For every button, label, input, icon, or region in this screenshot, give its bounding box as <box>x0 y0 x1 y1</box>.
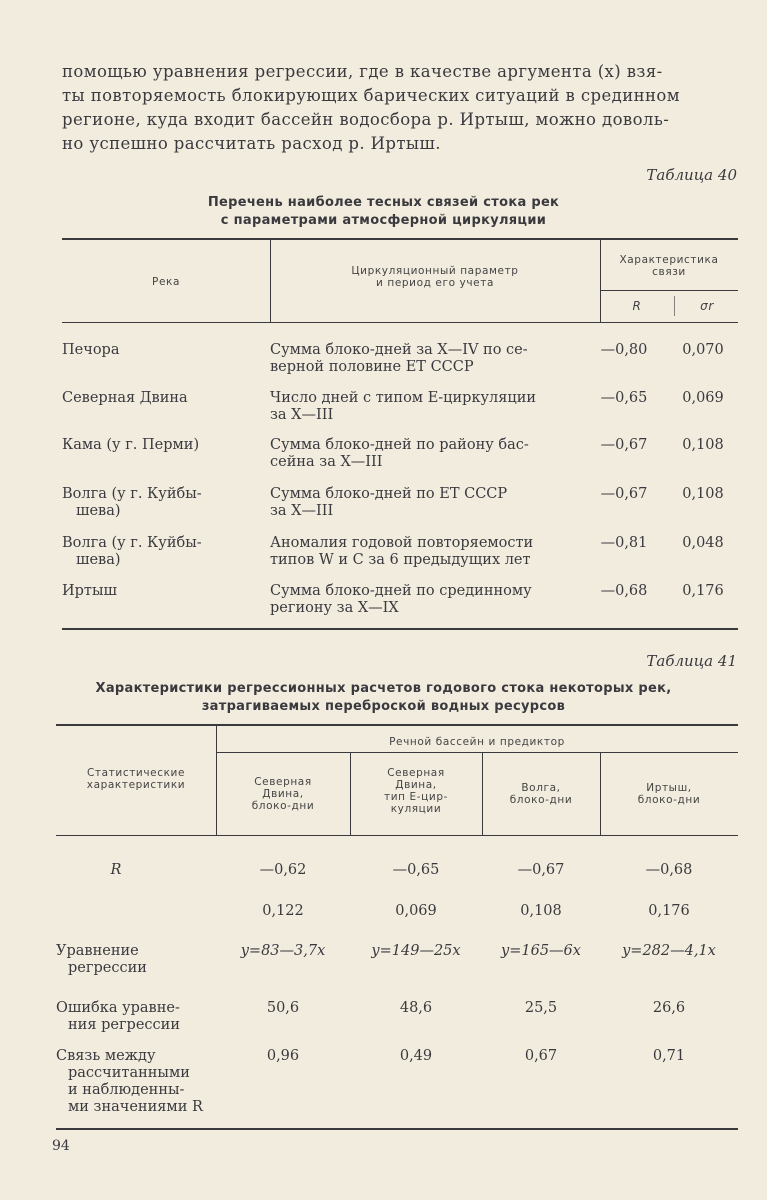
header-text: Северная <box>254 776 312 788</box>
param-line: верной половине ЕТ СССР <box>270 359 474 375</box>
table41-value-cell: —0,62 <box>259 862 307 878</box>
table41-header-col <box>350 767 482 815</box>
table41-value-cell: —0,68 <box>645 862 693 878</box>
row-label-line: Связь между <box>56 1048 156 1064</box>
header-text: блоко-дни <box>509 794 573 806</box>
table40-param-cell <box>270 437 570 471</box>
table41-value-cell: 50,6 <box>266 1000 300 1016</box>
paragraph-line: регионе, куда входит бассейн водосбора р. Иртыш, можно доволь- <box>62 110 670 129</box>
param-line: за X—III <box>270 503 334 519</box>
table41-header-rule <box>56 835 738 836</box>
table40-sigma-value: 0,070 <box>682 342 724 358</box>
table40-header-r <box>604 300 670 312</box>
table40-r-value: —0,67 <box>600 486 648 502</box>
river-name-line: Иртыш <box>62 583 117 599</box>
table41-row-label <box>56 1000 216 1034</box>
paragraph-line: но успешно рассчитать расход р. Иртыш. <box>62 134 441 153</box>
table41-value-cell: —0,67 <box>517 862 565 878</box>
table41-value-cell: y=149—25x <box>371 943 461 959</box>
table40-header-sigma <box>676 300 738 312</box>
header-text: Волга, <box>521 782 561 794</box>
row-label-line: рассчитанными <box>68 1065 190 1081</box>
table41-value-cell: 0,96 <box>266 1048 300 1064</box>
table40-sigma-value: 0,108 <box>682 486 724 502</box>
param-line: типов W и С за 6 предыдущих лет <box>270 552 531 568</box>
table40-r-value: —0,80 <box>600 342 648 358</box>
table41-value-cell: —0,65 <box>392 862 440 878</box>
river-name-line: шева) <box>76 552 121 568</box>
table40-bottom-rule <box>62 628 738 630</box>
param-line: сейна за X—III <box>270 454 383 470</box>
paragraph-line: помощью уравнения регрессии, где в качестве аргумента (x) взя- <box>62 62 663 81</box>
table41-bottom-rule <box>56 1128 738 1130</box>
table40-river-cell <box>62 342 262 359</box>
table40-r-value: —0,81 <box>600 535 648 551</box>
table41-label: Таблица 41 <box>646 652 737 670</box>
param-line: Аномалия годовой повторяемости <box>270 535 534 551</box>
table41-row-label <box>56 943 216 977</box>
table41-value-cell: y=165—6x <box>501 943 581 959</box>
table40-r-value: —0,65 <box>600 390 648 406</box>
table41-value-cell: y=83—3,7x <box>240 943 326 959</box>
header-text: и период его учета <box>376 277 494 289</box>
row-label-line: Ошибка уравне- <box>56 1000 180 1016</box>
param-line: региону за X—IX <box>270 600 399 616</box>
table40-title <box>0 194 767 230</box>
table40-header-river <box>62 276 270 288</box>
table40-title-line: с параметрами атмосферной циркуляции <box>220 213 547 228</box>
table40-param-cell <box>270 486 570 520</box>
table41-header-stat <box>56 767 216 791</box>
header-text: Двина, <box>262 788 304 800</box>
table40-header-param <box>270 265 600 289</box>
river-name-line: шева) <box>76 503 121 519</box>
table41-header-col <box>216 776 350 812</box>
table40-vline <box>674 296 675 316</box>
table40-param-cell <box>270 535 570 569</box>
table40-sigma-value: 0,176 <box>682 583 724 599</box>
table41-value-cell: y=282—4,1x <box>622 943 716 959</box>
header-text: Иртыш, <box>646 782 692 794</box>
table41-header-col <box>482 782 600 806</box>
header-text: характеристики <box>86 779 186 791</box>
row-label-line: ния регрессии <box>68 1017 180 1033</box>
param-line: Сумма блоко-дней за X—IV по се- <box>270 342 528 358</box>
row-label-line: Уравнение <box>56 943 139 959</box>
header-text: блоко-дни <box>251 800 315 812</box>
table41-value-cell: 0,108 <box>520 903 562 919</box>
table41-value-cell: 25,5 <box>524 1000 558 1016</box>
table40-param-cell <box>270 342 570 376</box>
table41-value-cell: 0,49 <box>399 1048 433 1064</box>
river-name-line: Волга (у г. Куйбы- <box>62 535 202 551</box>
table41-row-label <box>56 1048 216 1116</box>
header-text: Двина, <box>395 779 437 791</box>
table40-top-rule <box>62 238 738 240</box>
table40-river-cell <box>62 583 262 600</box>
header-text: Характеристика <box>619 254 719 266</box>
table41-value-cell: 0,122 <box>262 903 304 919</box>
table40-sigma-value: 0,069 <box>682 390 724 406</box>
row-label-line: R <box>110 862 122 878</box>
row-label-line: ми значениями R <box>68 1099 203 1115</box>
param-line: Сумма блоко-дней по району бас- <box>270 437 529 453</box>
paragraph-line: ты повторяемость блокирующих барических ситуаций в срединном <box>62 86 680 105</box>
river-name-line: Волга (у г. Куйбы- <box>62 486 202 502</box>
header-text: Северная <box>387 767 445 779</box>
table40-r-value: —0,68 <box>600 583 648 599</box>
table41-header-group <box>216 736 738 748</box>
row-label-line: и наблюденны- <box>68 1082 185 1098</box>
table40-sigma-value: 0,108 <box>682 437 724 453</box>
river-name-line: Кама (у г. Перми) <box>62 437 200 453</box>
table40-river-cell <box>62 486 262 520</box>
table40-river-cell <box>62 535 262 569</box>
page-number: 94 <box>52 1138 70 1154</box>
table40-sigma-value: 0,048 <box>682 535 724 551</box>
table41-title-line: Характеристики регрессионных расчетов годового стока некоторых рек, <box>95 681 672 696</box>
table41-value-cell: 0,67 <box>524 1048 558 1064</box>
table40-river-cell <box>62 437 262 454</box>
header-text: Река <box>152 276 180 288</box>
table40-label: Таблица 40 <box>646 166 737 184</box>
table41-header-col <box>600 782 738 806</box>
param-line: Число дней с типом Е-циркуляции <box>270 390 537 406</box>
row-label-line: регрессии <box>68 960 147 976</box>
header-text: σr <box>700 299 714 313</box>
river-name-line: Печора <box>62 342 120 358</box>
body-paragraph <box>62 60 722 156</box>
header-text: R <box>632 299 642 313</box>
table40-r-value: —0,67 <box>600 437 648 453</box>
river-name-line: Северная Двина <box>62 390 188 406</box>
table41-value-cell: 0,176 <box>648 903 690 919</box>
table40-header-rule <box>62 322 738 323</box>
table41-value-cell: 48,6 <box>399 1000 433 1016</box>
header-text: куляции <box>390 803 442 815</box>
table41-title <box>0 680 767 716</box>
table41-title-line: затрагиваемых переброской водных ресурсов <box>201 699 566 714</box>
table40-param-cell <box>270 583 570 617</box>
header-text: блоко-дни <box>637 794 701 806</box>
table41-value-cell: 0,069 <box>395 903 437 919</box>
header-text: Статистические <box>87 767 185 779</box>
table41-value-cell: 26,6 <box>652 1000 686 1016</box>
param-line: Сумма блоко-дней по ЕТ СССР <box>270 486 508 502</box>
table40-param-cell <box>270 390 570 424</box>
param-line: Сумма блоко-дней по срединному <box>270 583 532 599</box>
table41-row-label <box>56 862 176 879</box>
header-text: связи <box>652 266 686 278</box>
param-line: за X—III <box>270 407 334 423</box>
header-text: Циркуляционный параметр <box>351 265 519 277</box>
table40-river-cell <box>62 390 262 407</box>
table40-subheader-rule <box>600 290 738 291</box>
table40-title-line: Перечень наиболее тесных связей стока рек <box>207 195 560 210</box>
table41-top-rule <box>56 724 738 726</box>
table41-group-rule <box>216 752 738 753</box>
table40-vline <box>600 240 601 322</box>
table40-header-char <box>600 254 738 278</box>
header-text: тип Е-цир- <box>384 791 448 803</box>
header-text: Речной бассейн и предиктор <box>389 736 565 748</box>
table41-value-cell: 0,71 <box>652 1048 686 1064</box>
